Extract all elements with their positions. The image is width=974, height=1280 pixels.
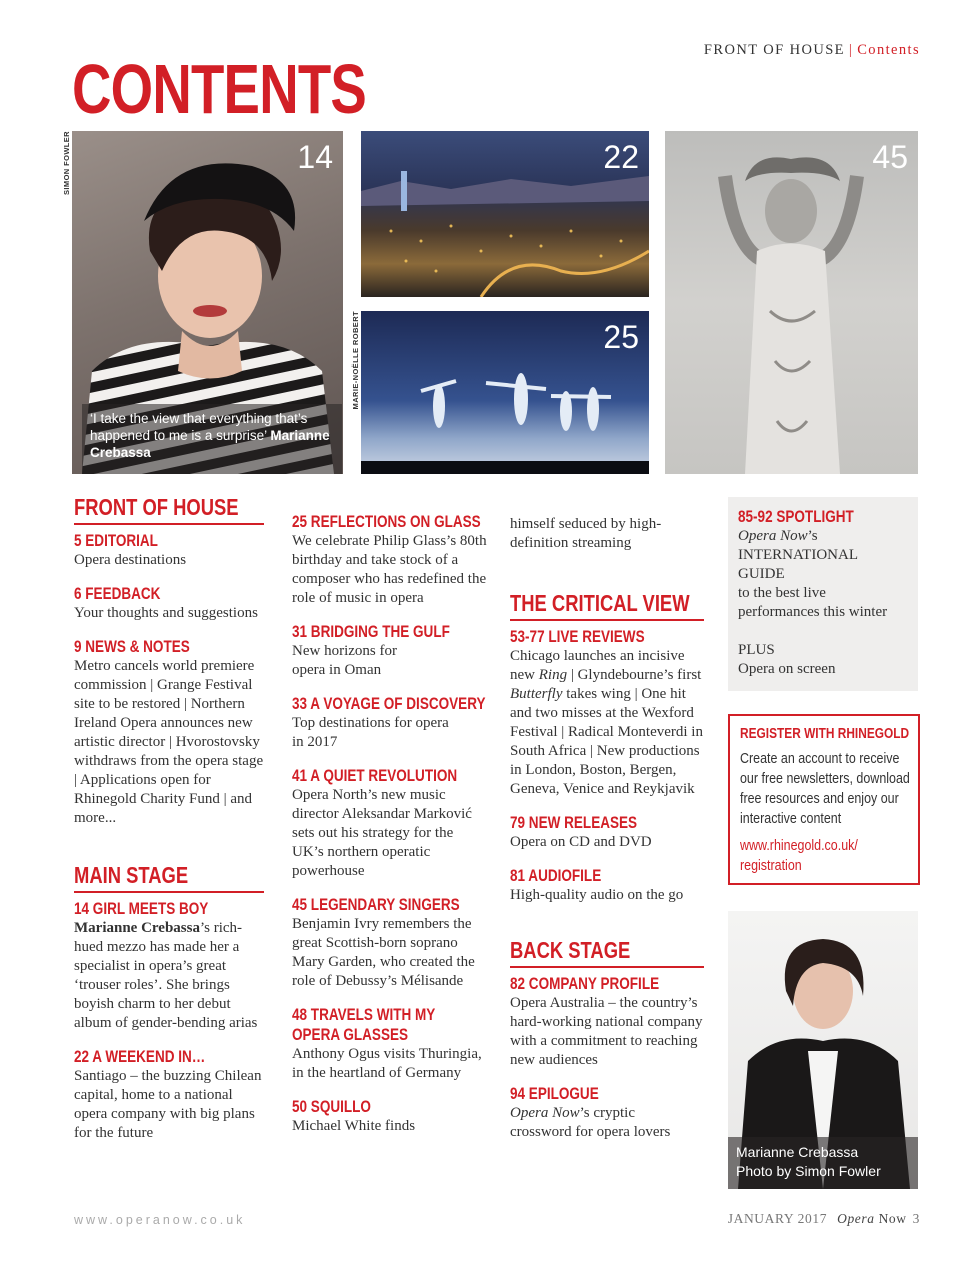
toc-item-head: 53-77 LIVE REVIEWS xyxy=(510,628,645,646)
photo-santiago-city[interactable] xyxy=(361,131,649,297)
toc-item-feedback[interactable] xyxy=(74,584,264,623)
footer-folio xyxy=(728,1211,920,1227)
section-heading-back-stage: BACK STAGE xyxy=(510,937,631,963)
footer-page-number: 3 xyxy=(912,1211,920,1226)
section-main-stage xyxy=(74,862,264,893)
toc-item-squillo[interactable] xyxy=(292,1097,488,1136)
vintage-portrait-illustration xyxy=(665,131,918,474)
photo-quote-caption xyxy=(82,404,342,474)
toc-item-head: 5 EDITORIAL xyxy=(74,532,158,550)
body-italic-butterfly: Butterfly xyxy=(510,686,563,702)
spotlight-mag-suffix: ’s xyxy=(807,528,818,544)
photo-marianne-crebassa-side[interactable] xyxy=(728,911,918,1189)
toc-item-body: New horizons for opera in Oman xyxy=(292,643,397,678)
toc-item-epilogue[interactable] xyxy=(510,1084,704,1142)
toc-item-head: 31 BRIDGING THE GULF xyxy=(292,623,450,641)
spotlight-head: 85-92 SPOTLIGHT xyxy=(738,508,854,526)
quote-text: ‘I take the view that everything that’s happened to me is a surprise’ xyxy=(90,411,308,443)
toc-item-body xyxy=(74,919,264,1033)
body-italic-mag: Opera Now xyxy=(510,1105,580,1121)
toc-item-live-reviews[interactable] xyxy=(510,627,704,799)
footer-website[interactable]: www.operanow.co.uk xyxy=(74,1213,246,1227)
toc-item-head: 25 REFLECTIONS ON GLASS xyxy=(292,513,481,531)
toc-item-head: 41 A QUIET REVOLUTION xyxy=(292,767,458,785)
toc-item-body xyxy=(510,647,704,799)
toc-item-body: Michael White finds xyxy=(292,1118,416,1134)
photo-dancers[interactable] xyxy=(361,311,649,474)
column-1 xyxy=(74,494,264,1157)
continued-text: himself seduced by high-definition streaming xyxy=(510,516,662,551)
toc-item-quiet-revolution[interactable] xyxy=(292,766,488,881)
register-body: Create an account to receive our free newsletters, download free resources and enjoy our interactive content xyxy=(740,751,910,827)
body-italic-ring: Ring xyxy=(538,667,568,683)
side-caption-name: Marianne Crebassa xyxy=(736,1144,859,1160)
running-head-section: FRONT OF HOUSE xyxy=(703,42,845,58)
toc-item-body-bold: Marianne Crebassa xyxy=(74,920,200,936)
section-heading-main-stage: MAIN STAGE xyxy=(74,862,189,888)
column-3 xyxy=(510,515,704,1156)
section-critical-view xyxy=(510,590,704,621)
quote-author: Marianne Crebassa xyxy=(90,428,330,460)
photo-page-number-25: 25 xyxy=(603,319,639,355)
running-head-separator: | xyxy=(848,42,854,58)
body-part: Chicago launches an incisive new xyxy=(510,648,685,683)
register-link[interactable]: www.rhinegold.co.uk/ registration xyxy=(740,838,858,874)
toc-item-head: 45 LEGENDARY SINGERS xyxy=(292,896,460,914)
running-head xyxy=(704,42,920,59)
toc-item-body: High-quality audio on the go xyxy=(510,887,684,903)
toc-item-body: Santiago – the buzzing Chilean capital, home to a national opera company with big plans for the future xyxy=(74,1068,262,1141)
photo-marianne-crebassa[interactable] xyxy=(72,131,343,474)
toc-item-company-profile[interactable] xyxy=(510,974,704,1070)
body-rest: ’s cryptic crossword for opera lovers xyxy=(510,1105,671,1140)
toc-item-head: 94 EPILOGUE xyxy=(510,1085,599,1103)
photo-mary-garden[interactable] xyxy=(665,131,918,474)
register-box xyxy=(728,714,920,885)
toc-item-body: Metro cancels world premiere commission | Grange Festival site to be restored | Northern Ireland Opera announces new artistic director | Hvorostovsky withdraws from the opera stage | Applications open for Rhinegold Charity Fund | and more... xyxy=(74,658,264,826)
toc-item-body: Opera North’s new music director Aleksandar Marković sets out his strategy for the UK’s northern operatic powerhouse xyxy=(292,787,472,879)
toc-item-editorial[interactable] xyxy=(74,531,264,570)
section-heading-front-of-house: FRONT OF HOUSE xyxy=(74,494,239,520)
toc-item-girl-meets-boy[interactable] xyxy=(74,899,264,1033)
footer-mag-opera: Opera xyxy=(837,1211,875,1226)
toc-item-head: 6 FEEDBACK xyxy=(74,585,161,603)
register-title: REGISTER WITH RHINEGOLD xyxy=(740,726,910,742)
spotlight-mag: Opera Now xyxy=(738,528,808,544)
spotlight-plus-body: Opera on screen xyxy=(738,661,836,677)
side-caption-credit: Photo by Simon Fowler xyxy=(736,1163,881,1179)
toc-item-head: 33 A VOYAGE OF DISCOVERY xyxy=(292,695,486,713)
toc-item-body: Opera Australia – the country’s hard-working national company with a commitment to reaching new audiences xyxy=(510,995,703,1068)
footer-date: JANUARY 2017 xyxy=(727,1211,828,1226)
spotlight-body xyxy=(738,527,908,546)
toc-item-body: Opera on CD and DVD xyxy=(510,834,652,850)
photo-credit-25: MARIE-NOËLLE ROBERT xyxy=(351,311,360,410)
running-head-page-label: Contents xyxy=(857,42,920,58)
section-heading-critical-view: THE CRITICAL VIEW xyxy=(510,590,690,616)
toc-item-head: 48 TRAVELS WITH MY xyxy=(292,1006,436,1024)
toc-item-body: We celebrate Philip Glass’s 80th birthday and take stock of a composer who has redefined the role of music in opera xyxy=(292,533,487,606)
toc-item-audiofile[interactable] xyxy=(510,866,704,905)
footer-mag-now: Now xyxy=(878,1211,907,1226)
toc-item-head: 50 SQUILLO xyxy=(292,1098,371,1116)
section-front-of-house xyxy=(74,494,264,525)
toc-item-head: 9 NEWS & NOTES xyxy=(74,638,190,656)
toc-item-travels-with-my-opera-glasses[interactable] xyxy=(292,1005,488,1083)
toc-item-bridging-the-gulf[interactable] xyxy=(292,622,488,680)
toc-item-body: Opera destinations xyxy=(74,552,187,568)
spotlight-box[interactable] xyxy=(728,497,918,691)
toc-item-head: 14 GIRL MEETS BOY xyxy=(74,900,209,918)
toc-item-body-rest: ’s rich-hued mezzo has made her a specialist in opera’s great ‘trouser roles’. She brings boyish charm to her debut album of gender-bending arias xyxy=(74,920,258,1031)
spotlight-guide: INTERNATIONAL GUIDE xyxy=(738,547,858,582)
photo-credit-14: SIMON FOWLER xyxy=(62,131,71,195)
toc-item-body: Top destinations for opera in 2017 xyxy=(292,715,449,750)
toc-item-head: 79 NEW RELEASES xyxy=(510,814,638,832)
spotlight-plus: PLUS xyxy=(738,642,775,658)
photo-page-number-14: 14 xyxy=(297,139,333,175)
column-2 xyxy=(292,512,488,1150)
toc-item-legendary-singers[interactable] xyxy=(292,895,488,991)
toc-item-head: 81 AUDIOFILE xyxy=(510,867,602,885)
toc-item-voyage-of-discovery[interactable] xyxy=(292,694,488,752)
toc-item-news-notes[interactable] xyxy=(74,637,264,828)
toc-item-weekend-in[interactable] xyxy=(74,1047,264,1143)
toc-item-head: 82 COMPANY PROFILE xyxy=(510,975,660,993)
toc-item-body xyxy=(510,1104,680,1142)
toc-item-head: 22 A WEEKEND IN… xyxy=(74,1048,206,1066)
spotlight-desc: to the best live performances this winter xyxy=(738,585,888,620)
body-part: takes wing | One hit and two misses at the Wexford Festival | Radical Monteverdi in South Africa | New productions in London, Boston, Bergen, Geneva, Venice and Reykjavik xyxy=(510,686,703,797)
toc-item-body: Your thoughts and suggestions xyxy=(74,605,258,621)
footer-magazine xyxy=(837,1211,907,1226)
side-photo-caption xyxy=(728,1137,918,1189)
toc-item-body: Benjamin Ivry remembers the great Scottish-born soprano Mary Garden, who created the role of Debussy’s Mélisande xyxy=(292,916,475,989)
page-title: CONTENTS xyxy=(72,50,367,128)
toc-item-new-releases[interactable] xyxy=(510,813,704,852)
toc-item-head: OPERA GLASSES xyxy=(292,1026,409,1044)
photo-page-number-45: 45 xyxy=(872,139,908,175)
photo-page-number-22: 22 xyxy=(603,139,639,175)
body-part: | Glyndebourne’s first xyxy=(567,667,702,683)
toc-item-reflections-on-glass[interactable] xyxy=(292,512,488,608)
section-back-stage xyxy=(510,937,704,968)
toc-item-body: Anthony Ogus visits Thuringia, in the heartland of Germany xyxy=(292,1046,482,1081)
